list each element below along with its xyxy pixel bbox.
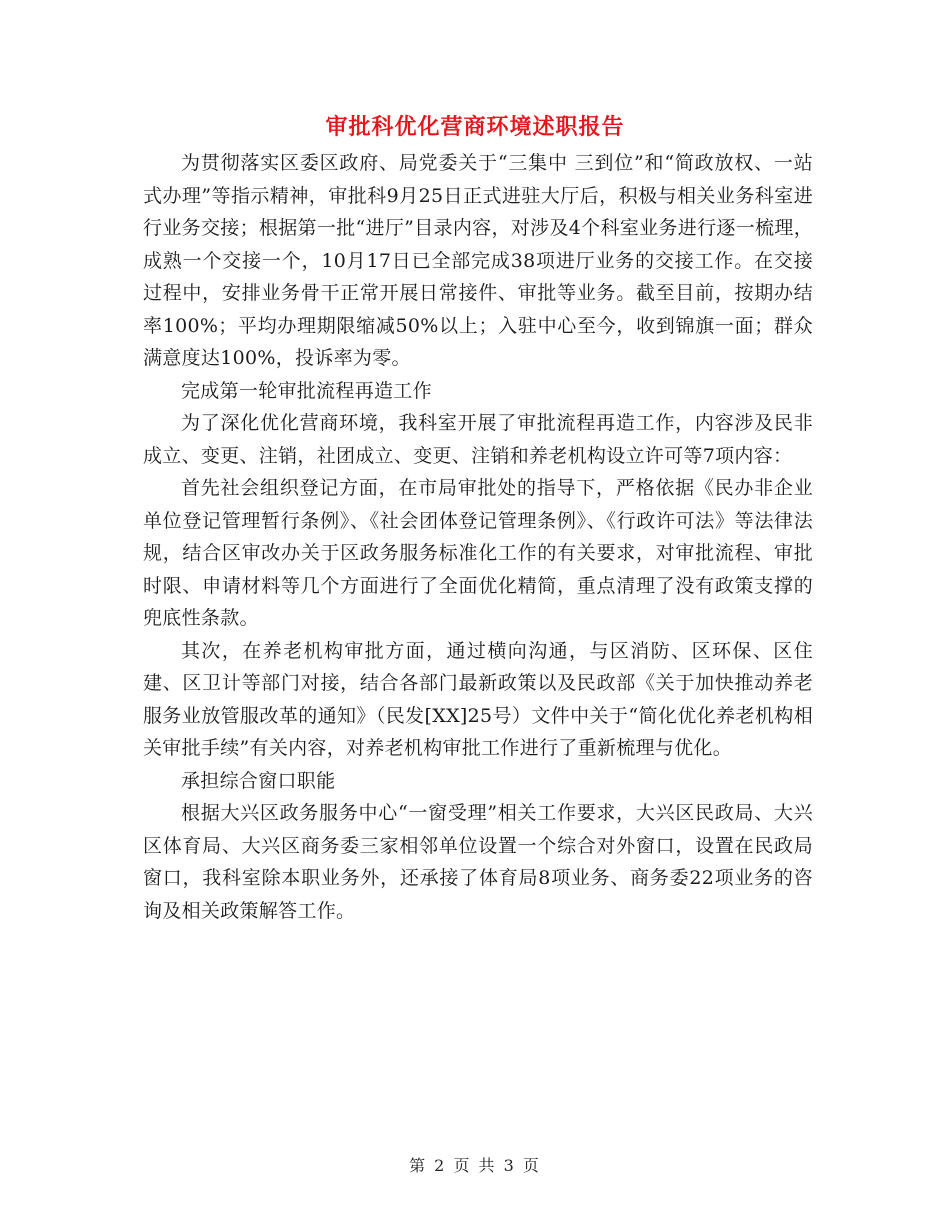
section-heading-process-reengineering: 完成第一轮审批流程再造工作 bbox=[181, 379, 432, 402]
document-title: 审批科优化营商环境述职报告 bbox=[325, 114, 625, 140]
page-number-footer: 第 2 页 共 3 页 bbox=[409, 1156, 541, 1175]
paragraph-intro: 为贯彻落实区委区政府、局党委关于“三集中 三到位”和“简政放权、一站式办理”等指示精神，审批科9月25日正式进驻大厅后，积极与相关业务科室进行业务交接；根据第一批“进厅”目录内容，对涉及4个科室业务进行逐一梳理，成熟一个交接一个，10月17日已全部完成38项进厅业务的交接工作。在交接过程中，安排业务骨干正常开展日常接件、审批等业务。截至目前，按期办结率100%；平均办理期限缩减50%以上；入驻中心至今，收到锦旗一面；群众满意度达100%，投诉率为零。 bbox=[143, 152, 813, 369]
paragraph-elderly-care: 其次，在养老机构审批方面，通过横向沟通，与区消防、区环保、区住建、区卫计等部门对接，结合各部门最新政策以及民政部《关于加快推动养老服务业放管服改革的通知》（民发[XX]25号）文件中关于“简化优化养老机构相关审批手续”有关内容，对养老机构审批工作进行了重新梳理与优化。 bbox=[143, 639, 813, 759]
paragraph-social-organization: 首先社会组织登记方面，在市局审批处的指导下，严格依据《民办非企业单位登记管理暂行条例》、《社会团体登记管理条例》、《行政许可法》等法律法规，结合区审改办关于区政务服务标准化工作的有关要求，对审批流程、审批时限、申请材料等几个方面进行了全面优化精简，重点清理了没有政策支撑的兜底性条款。 bbox=[143, 477, 813, 629]
section-heading-comprehensive-window: 承担综合窗口职能 bbox=[181, 769, 336, 792]
paragraph-comprehensive-window: 根据大兴区政务服务中心“一窗受理”相关工作要求，大兴区民政局、大兴区体育局、大兴区商务委三家相邻单位设置一个综合对外窗口，设置在民政局窗口，我科室除本职业务外，还承接了体育局8项业务、商务委22项业务的咨询及相关政策解答工作。 bbox=[143, 802, 813, 922]
paragraph-process-reengineering: 为了深化优化营商环境，我科室开展了审批流程再造工作，内容涉及民非成立、变更、注销，社团成立、变更、注销和养老机构设立许可等7项内容： bbox=[143, 412, 813, 467]
document-body bbox=[143, 147, 813, 927]
